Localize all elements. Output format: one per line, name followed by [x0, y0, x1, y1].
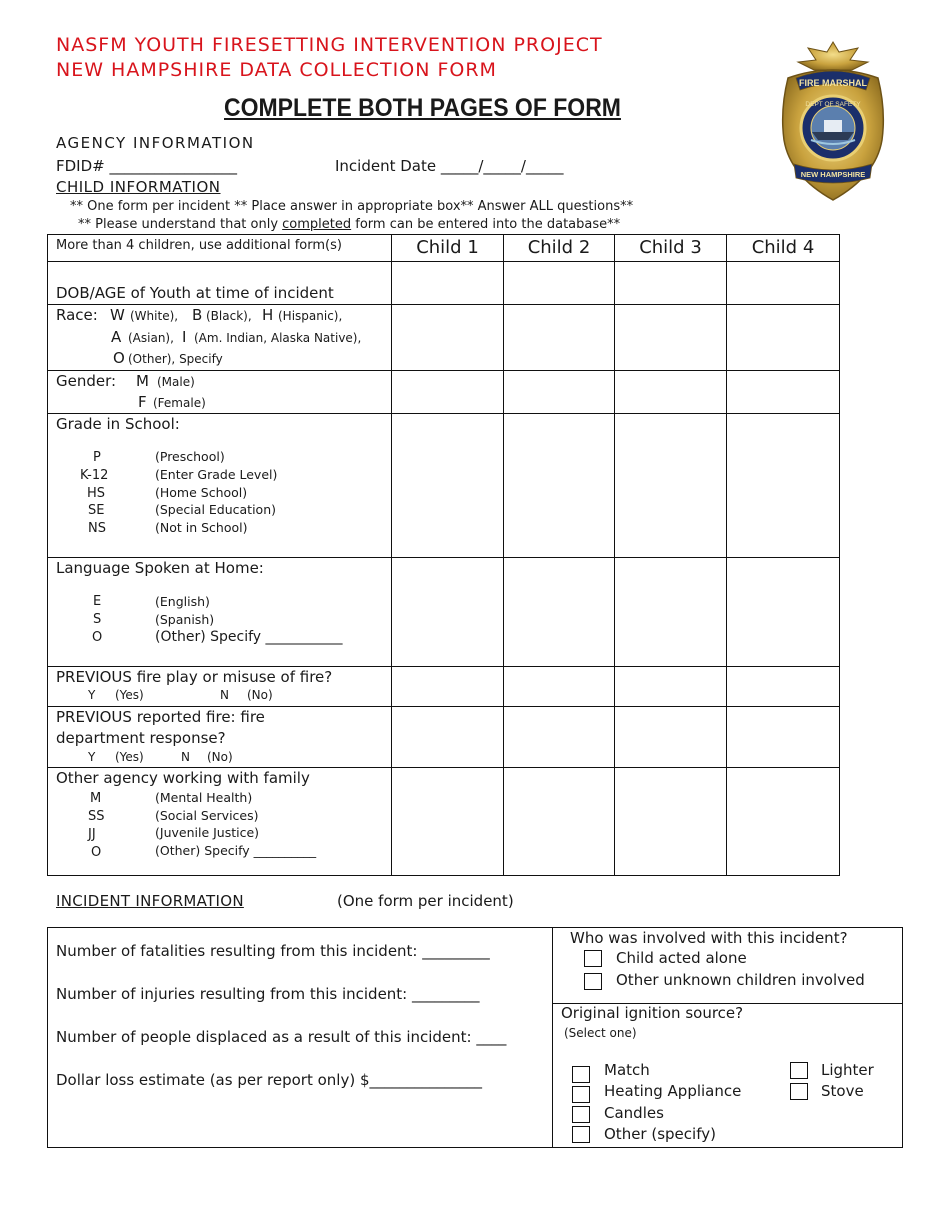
incident-divider-vertical: [552, 927, 553, 1148]
fdid-field[interactable]: FDID# _________________: [56, 157, 237, 175]
race-o-desc: (Other), Specify: [128, 352, 223, 366]
badge-middle-text: DEPT OF SAFETY: [805, 101, 861, 108]
prev-play-child-2[interactable]: [504, 667, 615, 707]
grade-code-p: P: [93, 450, 101, 465]
page-title: COMPLETE BOTH PAGES OF FORM: [224, 94, 621, 122]
grade-label-cell: [48, 414, 392, 558]
other-specify-label: Other (specify): [604, 1125, 716, 1143]
prev-play-child-3[interactable]: [615, 667, 727, 707]
stove-checkbox[interactable]: [790, 1083, 808, 1100]
grade-code-se: SE: [88, 503, 105, 518]
agency-desc-m: (Mental Health): [155, 790, 253, 805]
table-row-prev-play: [48, 667, 840, 707]
race-w: W: [110, 306, 125, 324]
col-child-1: Child 1: [392, 235, 504, 262]
race-a-desc: (Asian),: [128, 331, 174, 345]
fatalities-field[interactable]: Number of fatalities resulting from this incident: _________: [56, 942, 490, 960]
prev-play-y-desc: (Yes): [115, 688, 144, 702]
fire-marshal-badge-icon: [778, 40, 888, 206]
language-child-3[interactable]: [615, 558, 727, 667]
gender-label-cell: [48, 371, 392, 414]
language-code-o: O: [92, 630, 103, 645]
language-label-cell: [48, 558, 392, 667]
other-agency-label-cell: [48, 768, 392, 876]
race-child-2[interactable]: [504, 305, 615, 371]
other-agency-child-1[interactable]: [392, 768, 504, 876]
race-o: O: [113, 349, 125, 367]
dob-child-1[interactable]: [392, 262, 504, 305]
race-b-desc: (Black),: [206, 309, 252, 323]
agency-code-ss: SS: [88, 809, 105, 824]
agency-code-o: O: [91, 845, 102, 860]
prev-reported-child-1[interactable]: [392, 707, 504, 768]
race-i: I: [182, 328, 187, 346]
other-agency-child-2[interactable]: [504, 768, 615, 876]
race-child-3[interactable]: [615, 305, 727, 371]
race-label-cell: [48, 305, 392, 371]
grade-label: Grade in School:: [56, 415, 180, 433]
ignition-note: (Select one): [564, 1026, 637, 1040]
prev-reported-label-2: department response?: [56, 729, 226, 747]
candles-label: Candles: [604, 1104, 664, 1122]
grade-code-ns: NS: [88, 521, 106, 536]
ignition-question: Original ignition source?: [561, 1004, 744, 1022]
grade-desc-k12: (Enter Grade Level): [155, 467, 278, 482]
race-b: B: [192, 306, 203, 324]
race-child-4[interactable]: [727, 305, 840, 371]
candles-checkbox[interactable]: [572, 1106, 590, 1123]
incident-date-field[interactable]: Incident Date _____/_____/_____: [335, 157, 564, 175]
gender-m-desc: (Male): [157, 375, 195, 389]
child-info-heading: CHILD INFORMATION: [56, 178, 221, 196]
agency-code-m: M: [90, 791, 102, 806]
other-specify-checkbox[interactable]: [572, 1126, 590, 1143]
language-desc-o[interactable]: (Other) Specify ___________: [155, 629, 343, 645]
child-alone-label: Child acted alone: [616, 949, 747, 967]
language-desc-s: (Spanish): [155, 612, 215, 627]
language-child-2[interactable]: [504, 558, 615, 667]
prev-reported-label-cell: [48, 707, 392, 768]
col-child-3: Child 3: [615, 235, 727, 262]
other-children-checkbox[interactable]: [584, 973, 602, 990]
dollar-loss-field[interactable]: Dollar loss estimate (as per report only) $_______________: [56, 1071, 482, 1089]
involved-question: Who was involved with this incident?: [570, 929, 848, 947]
prev-play-child-4[interactable]: [727, 667, 840, 707]
col-child-2: Child 2: [504, 235, 615, 262]
incident-subheading: (One form per incident): [337, 892, 514, 910]
race-label: Race:: [56, 306, 98, 324]
grade-child-2[interactable]: [504, 414, 615, 558]
grade-child-3[interactable]: [615, 414, 727, 558]
gender-f: F: [138, 393, 147, 411]
prev-reported-child-3[interactable]: [615, 707, 727, 768]
table-row-gender: [48, 371, 840, 414]
match-label: Match: [604, 1061, 650, 1079]
language-code-e: E: [93, 594, 102, 609]
grade-code-k12: K-12: [80, 468, 109, 483]
language-desc-e: (English): [155, 594, 210, 609]
race-h: H: [262, 306, 274, 324]
prev-reported-label-1: PREVIOUS reported fire: fire: [56, 708, 265, 726]
prev-reported-child-2[interactable]: [504, 707, 615, 768]
table-header-row: [48, 235, 840, 262]
race-child-1[interactable]: [392, 305, 504, 371]
prev-play-label-cell: [48, 667, 392, 707]
header-line-2: NEW HAMPSHIRE DATA COLLECTION FORM: [56, 59, 497, 81]
table-row-other-agency: [48, 768, 840, 876]
agency-heading: AGENCY INFORMATION: [56, 134, 255, 152]
incident-heading: INCIDENT INFORMATION: [56, 892, 244, 910]
stove-label: Stove: [821, 1082, 864, 1100]
note-2-underlined: completed: [282, 217, 352, 232]
other-agency-child-4[interactable]: [727, 768, 840, 876]
prev-play-n-desc: (No): [247, 688, 273, 702]
corner-cell: [48, 235, 392, 262]
match-checkbox[interactable]: [572, 1066, 590, 1083]
race-w-desc: (White),: [130, 309, 179, 323]
table-row-dob: [48, 262, 840, 305]
gender-label: Gender:: [56, 372, 117, 390]
race-i-desc: (Am. Indian, Alaska Native),: [194, 331, 362, 345]
col-child-4: Child 4: [727, 235, 840, 262]
note-2-pre: ** Please understand that only: [78, 217, 283, 232]
prev-play-n: N: [220, 688, 229, 702]
displaced-field[interactable]: Number of people displaced as a result of this incident: ____: [56, 1028, 507, 1046]
agency-desc-o[interactable]: (Other) Specify __________: [155, 843, 317, 858]
grade-child-4[interactable]: [727, 414, 840, 558]
grade-desc-ns: (Not in School): [155, 520, 248, 535]
child-info-table: [47, 234, 840, 876]
grade-code-hs: HS: [87, 486, 106, 501]
header-line-1: NASFM YOUTH FIRESETTING INTERVENTION PROJECT: [56, 34, 603, 56]
grade-child-1[interactable]: [392, 414, 504, 558]
prev-reported-n-desc: (No): [207, 750, 233, 764]
dob-label-cell: [48, 262, 392, 305]
child-info-note-1: ** One form per incident ** Place answer in appropriate box** Answer ALL questions**: [70, 199, 634, 214]
agency-desc-jj: (Juvenile Justice): [155, 825, 260, 840]
race-h-desc: (Hispanic),: [278, 309, 343, 323]
prev-play-child-1[interactable]: [392, 667, 504, 707]
table-row-race: [48, 305, 840, 371]
other-agency-label: Other agency working with family: [56, 769, 310, 787]
badge-top-text: FIRE MARSHAL: [799, 78, 867, 88]
dob-child-3[interactable]: [615, 262, 727, 305]
agency-desc-ss: (Social Services): [155, 808, 259, 823]
language-label: Language Spoken at Home:: [56, 559, 264, 577]
gender-child-3[interactable]: [615, 371, 727, 414]
prev-reported-child-4[interactable]: [727, 707, 840, 768]
language-child-4[interactable]: [727, 558, 840, 667]
prev-reported-y-desc: (Yes): [115, 750, 144, 764]
race-a: A: [111, 328, 122, 346]
child-info-note-2: [78, 217, 620, 232]
prev-play-y: Y: [88, 688, 96, 702]
gender-child-1[interactable]: [392, 371, 504, 414]
grade-desc-hs: (Home School): [155, 485, 248, 500]
grade-desc-p: (Preschool): [155, 449, 225, 464]
gender-f-desc: (Female): [153, 396, 206, 410]
lighter-checkbox[interactable]: [790, 1062, 808, 1079]
table-row-grade: [48, 414, 840, 558]
table-row-prev-reported: [48, 707, 840, 768]
badge-bottom-text: NEW HAMPSHIRE: [800, 170, 866, 179]
heating-appliance-checkbox[interactable]: [572, 1086, 590, 1103]
injuries-field[interactable]: Number of injuries resulting from this incident: _________: [56, 985, 480, 1003]
language-code-s: S: [93, 612, 102, 627]
child-alone-checkbox[interactable]: [584, 950, 602, 967]
prev-play-label: PREVIOUS fire play or misuse of fire?: [56, 668, 333, 686]
gender-m: M: [136, 372, 149, 390]
other-children-label: Other unknown children involved: [616, 971, 865, 989]
table-row-language: [48, 558, 840, 667]
lighter-label: Lighter: [821, 1061, 874, 1079]
grade-desc-se: (Special Education): [155, 502, 276, 517]
dob-label: DOB/AGE of Youth at time of incident: [56, 284, 334, 302]
heating-appliance-label: Heating Appliance: [604, 1082, 742, 1100]
agency-code-jj: JJ: [88, 827, 96, 842]
gender-child-2[interactable]: [504, 371, 615, 414]
prev-reported-y: Y: [88, 750, 96, 764]
gender-child-4[interactable]: [727, 371, 840, 414]
language-child-1[interactable]: [392, 558, 504, 667]
note-2-post: form can be entered into the database**: [351, 217, 621, 232]
prev-reported-n: N: [181, 750, 190, 764]
corner-note: More than 4 children, use additional form(s): [56, 238, 342, 253]
dob-child-2[interactable]: [504, 262, 615, 305]
dob-child-4[interactable]: [727, 262, 840, 305]
other-agency-child-3[interactable]: [615, 768, 727, 876]
